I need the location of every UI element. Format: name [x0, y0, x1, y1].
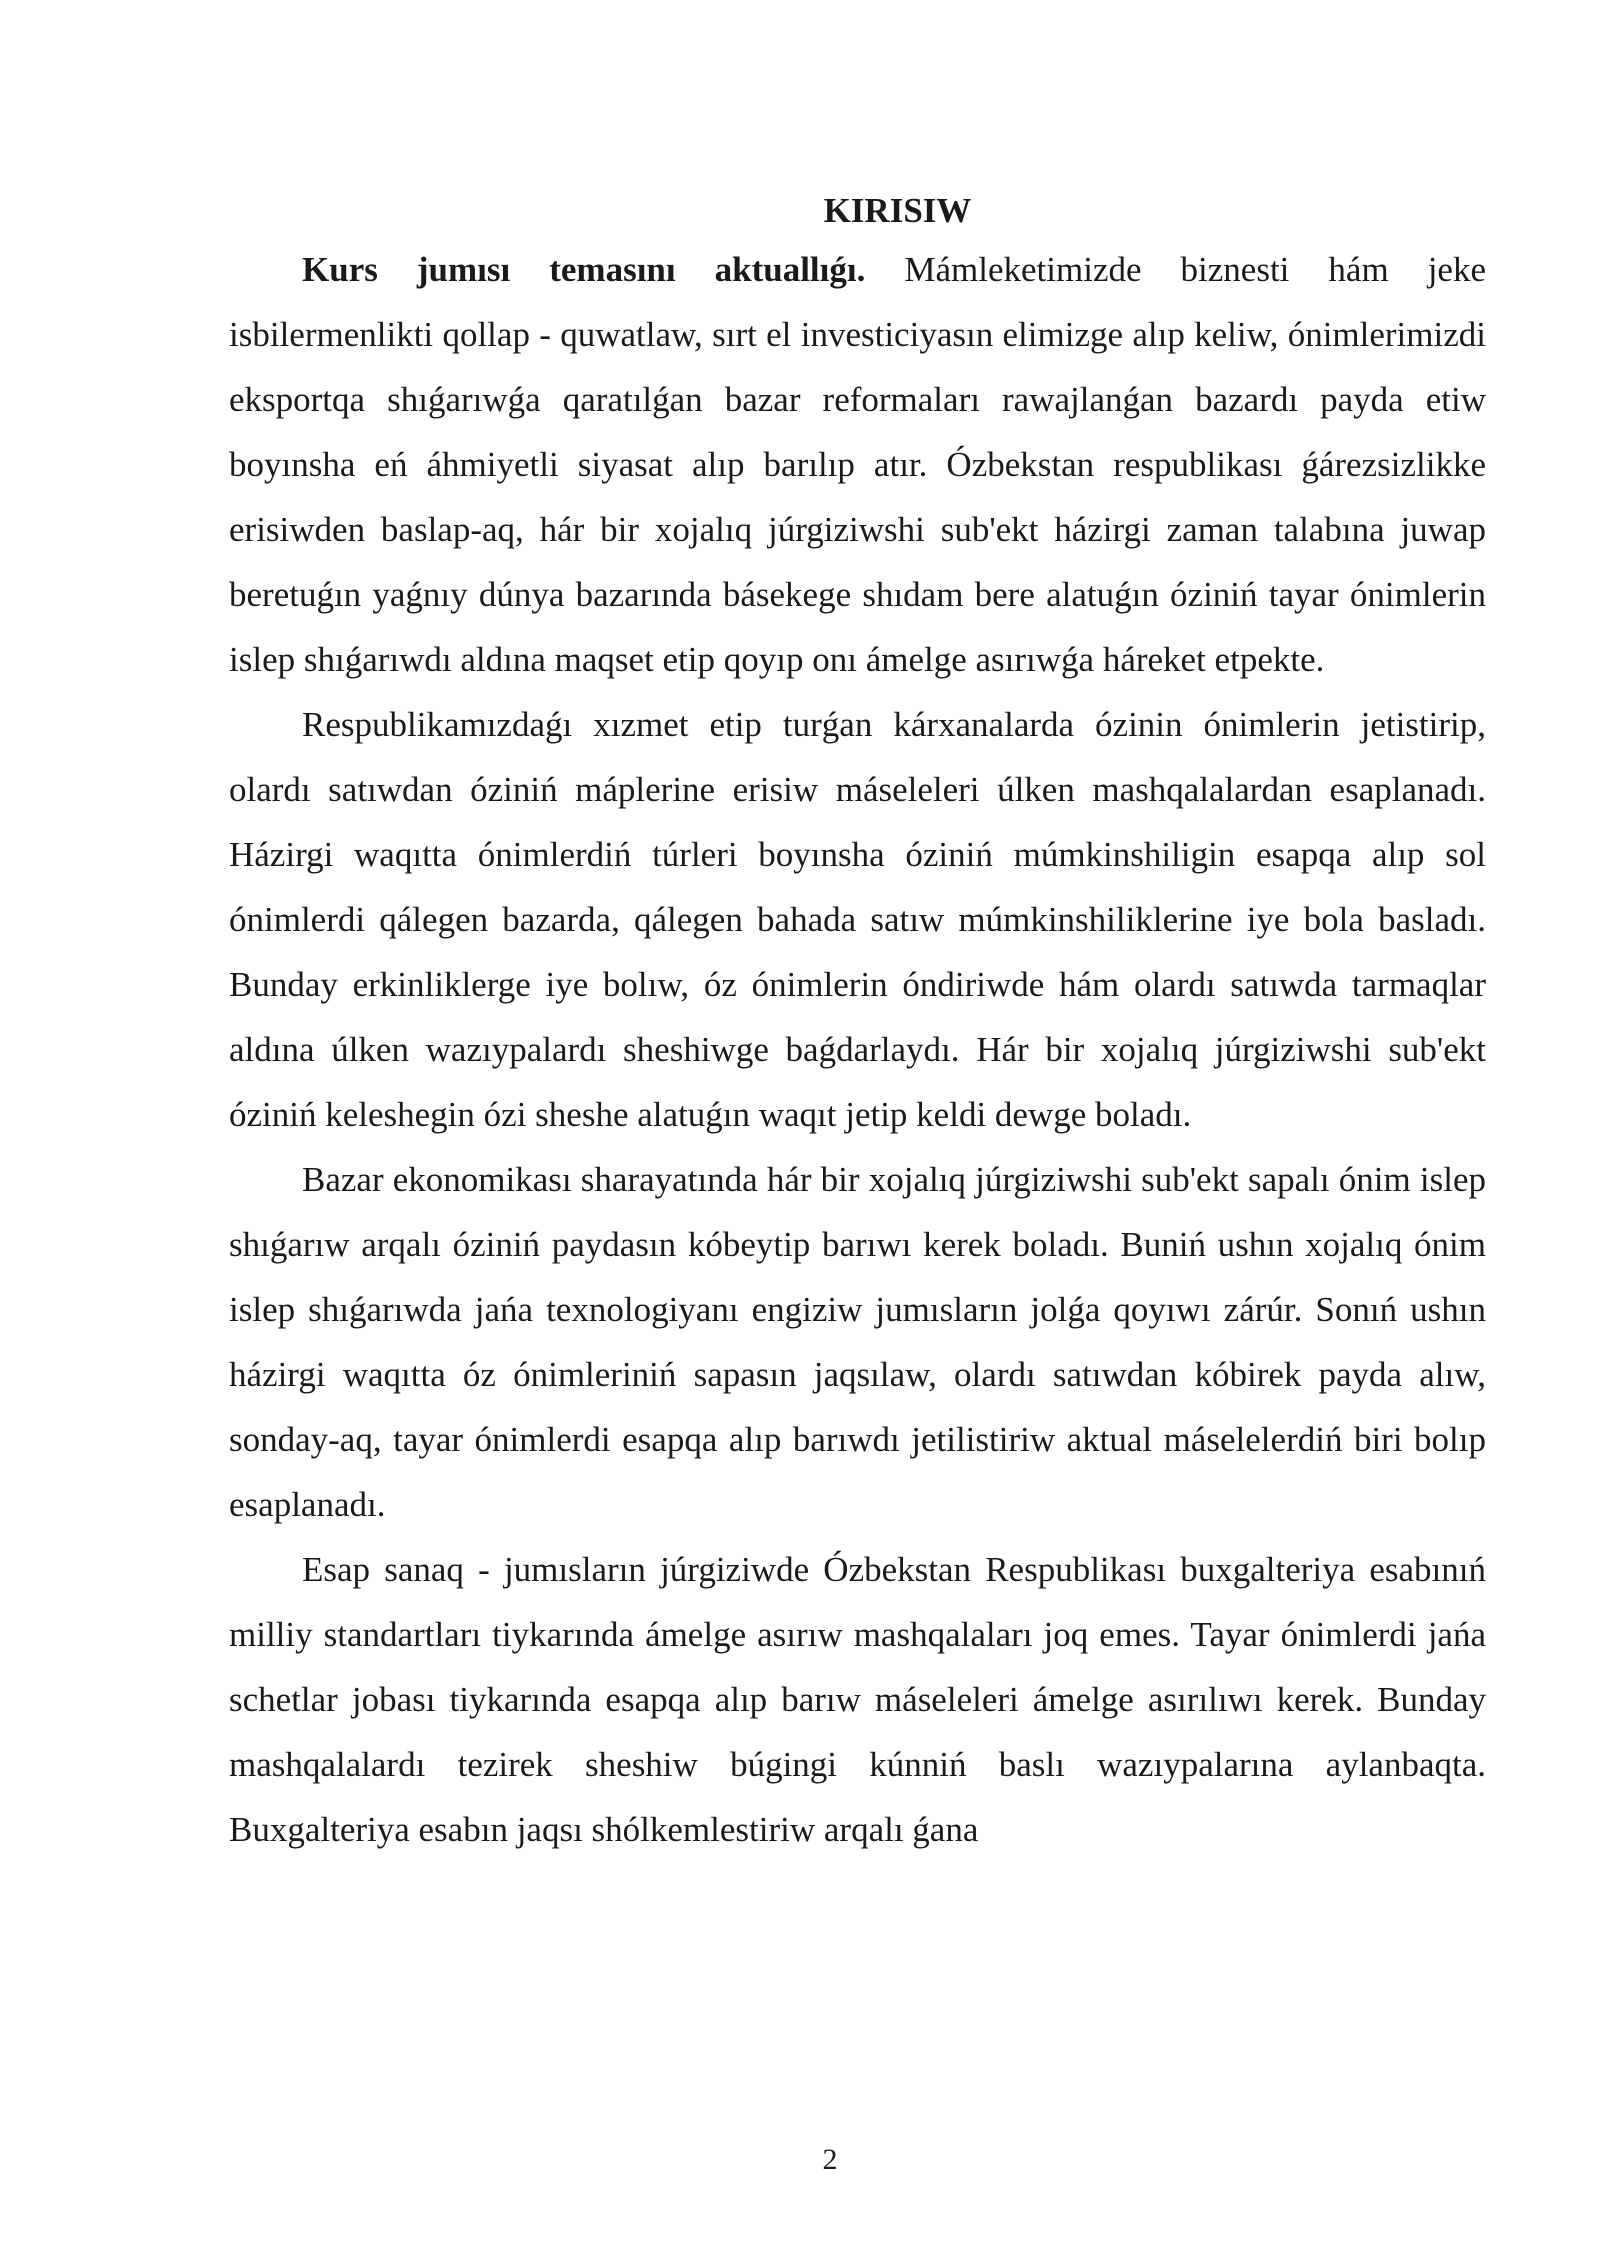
paragraph-2: Respublikamızdaǵı xızmet etip turǵan kárxanalarda ózinin ónimlerin jetistirip, olardı satıwdan óziniń máplerine erisiw máseleleri úlken mashqalalardan esaplanadı. Házirgi waqıtta ónimlerdiń túrleri boyınsha óziniń múmkinshiligin esapqa alıp sol ónimlerdi qálegen bazarda, qálegen bahada satıw múmkinshiliklerine iye bola basladı. Bunday erkinliklerge iye bolıw, óz ónimlerin óndiriwde hám olardı satıwda tarmaqlar aldına úlken wazıypalardı sheshiwge baǵdarlaydı. Hár bir xojalıq júrgiziwshi sub'ekt óziniń keleshegin ózi sheshe alatuǵın waqıt jetip keldi dewge boladı.: [229, 705, 1486, 1134]
paragraph-3: Bazar ekonomikası sharayatında hár bir xojalıq júrgiziwshi sub'ekt sapalı ónim islep shıǵarıw arqalı óziniń paydasın kóbeytip barıwı kerek boladı. Buniń ushın xojalıq ónim islep shıǵarıwda jańa texnologiyanı engiziw jumısların jolǵa qoyıwı zárúr. Sonıń ushın házirgi waqıtta óz ónimleriniń sapasın jaqsılaw, olardı satıwdan kóbirek payda alıw, sonday-aq, tayar ónimlerdi esapqa alıp barıwdı jetilistiriw aktual máselelerdiń biri bolıp esaplanadı.: [229, 1160, 1486, 1524]
paragraph-4: Esap sanaq - jumısların júrgiziwde Ózbekstan Respublikası buxgalteriya esabınıń milliy standartları tiykarında ámelge asırıw mashqalaları joq emes. Tayar ónimlerdi jańa schetlar jobası tiykarında esapqa alıp barıw máseleleri ámelge asırılıwı kerek. Bunday mashqalalardı tezirek sheshiw búgingi kúnniń baslı wazıypalarına aylanbaqta. Buxgalteriya esabın jaqsı shólkemlestiriw arqalı ǵana: [229, 1550, 1486, 1849]
paragraph-1: [229, 237, 1486, 692]
page-number: 2: [822, 2143, 838, 2176]
paragraph-1-text: Mámleketimizde biznesti hám jeke isbilermenlikti qollap - quwatlaw, sırt el investiciyasın elimizge alıp keliw, ónimlerimizdi eksportqa shıǵarıwǵa qaratılǵan bazar reformaları rawajlanǵan bazardı payda etiw boyınsha eń áhmiyetli siyasat alıp barılıp atır. Ózbekstan respublikası ǵárezsizlikke erisiwden baslap-aq, hár bir xojalıq júrgiziwshi sub'ekt házirgi zaman talabına juwap beretuǵın yaǵnıy dúnya bazarında básekege shıdam bere alatuǵın óziniń tayar ónimlerin islep shıǵarıwdı aldına maqset etip qoyıp onı ámelge asırıwǵa háreket etpekte.: [229, 250, 1486, 679]
document-title: KIRISIW: [823, 191, 972, 230]
intro-heading: Kurs jumısı temasını aktuallıǵı.: [302, 250, 866, 289]
document-content: [229, 185, 1486, 1862]
